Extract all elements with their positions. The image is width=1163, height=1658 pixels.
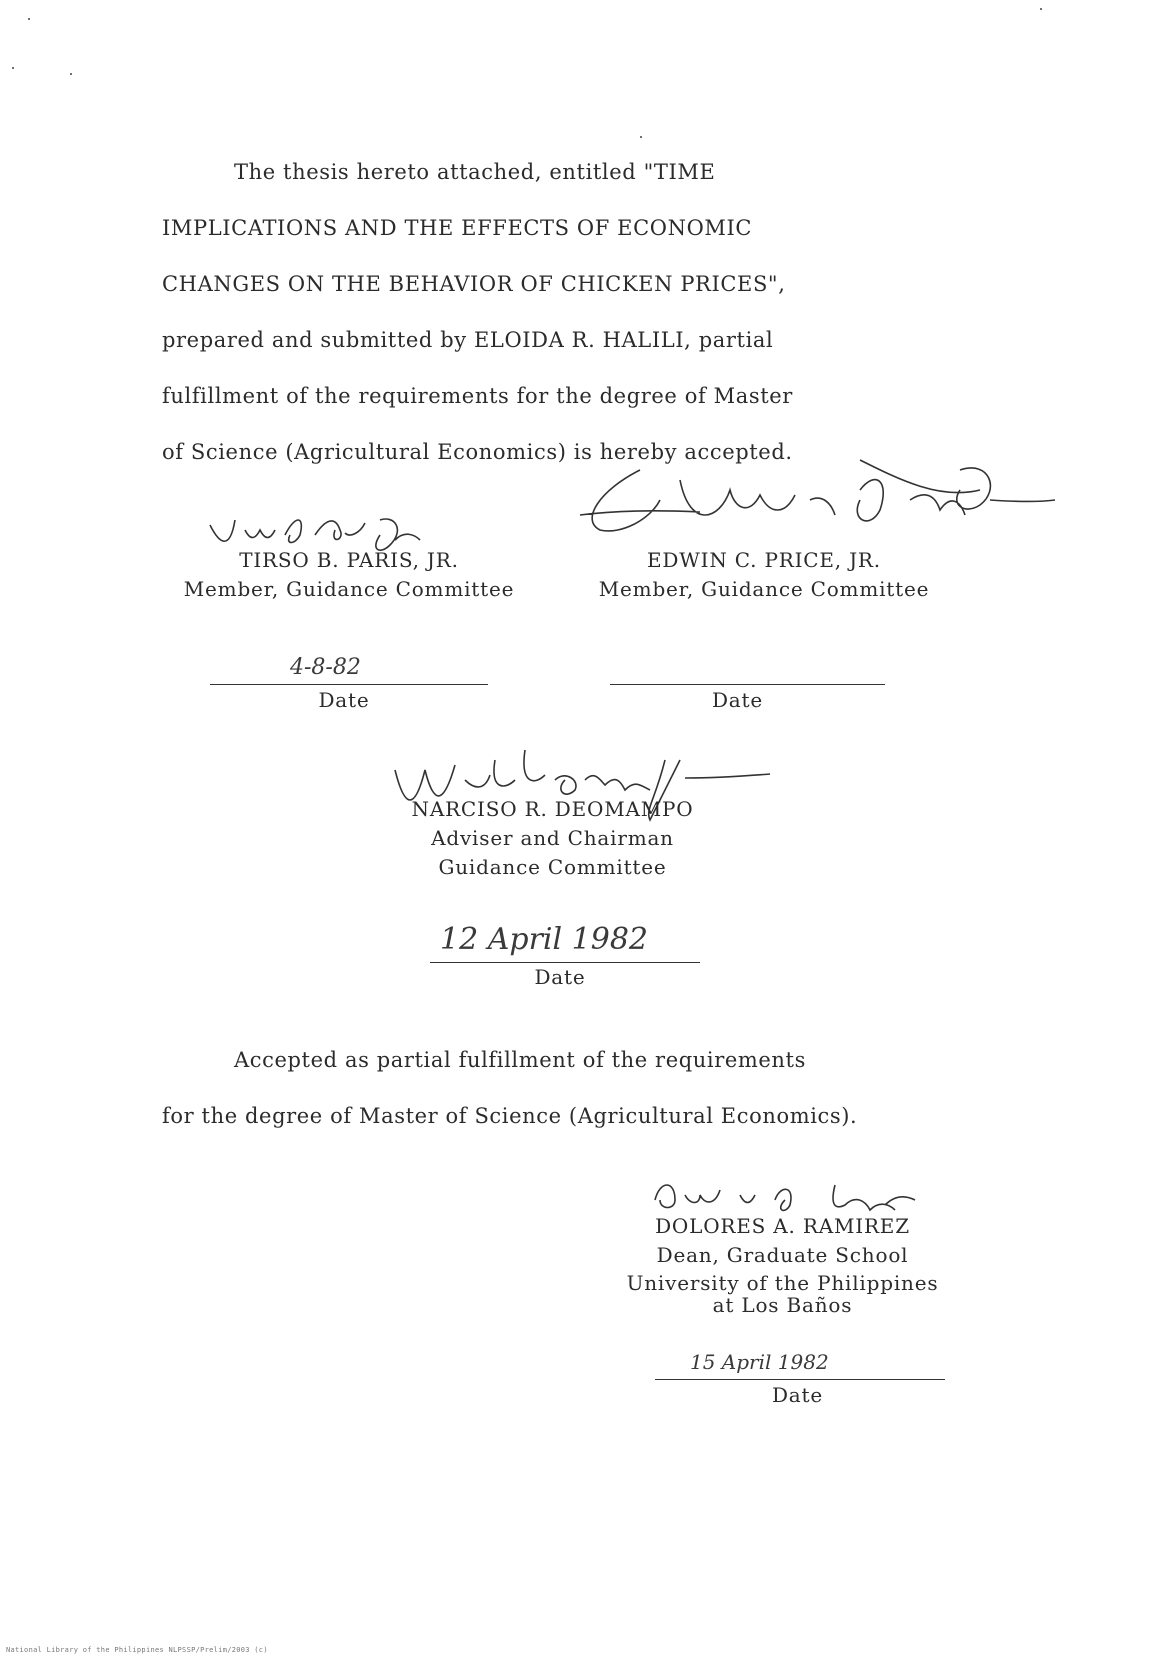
scan-footer: National Library of the Philippines NLPSSP/Prelim/2003 (c) (6, 1646, 268, 1654)
ramirez-block (600, 1212, 965, 1317)
paris-block (160, 546, 538, 604)
paris-name: TIRSO B. PARIS, JR. (239, 548, 459, 572)
ramirez-date-value: 15 April 1982 (690, 1350, 829, 1374)
scan-speck (70, 73, 72, 75)
paris-role: Member, Guidance Committee (183, 577, 515, 601)
paris-date-line (210, 684, 488, 685)
ramirez-role-3: at Los Baños (712, 1293, 853, 1317)
body-line-4: prepared and submitted by ELOIDA R. HALILI, partial (162, 328, 774, 352)
price-name: EDWIN C. PRICE, JR. (647, 548, 881, 572)
body-line-3: CHANGES ON THE BEHAVIOR OF CHICKEN PRICES", (162, 272, 786, 296)
price-role: Member, Guidance Committee (598, 577, 930, 601)
deomampo-name: NARCISO R. DEOMAMPO (411, 797, 694, 821)
body-line-1: The thesis hereto attached, entitled "TIME (234, 160, 716, 184)
ramirez-name: DOLORES A. RAMIREZ (655, 1214, 910, 1238)
scan-speck (1040, 8, 1042, 10)
paris-date-value: 4-8-82 (290, 655, 361, 680)
price-date-line (610, 684, 885, 685)
scan-speck (28, 18, 30, 20)
ramirez-role-2: University of the Philippines (626, 1271, 939, 1295)
paris-date-label: Date (318, 688, 370, 712)
deomampo-date-value: 12 April 1982 (440, 922, 648, 957)
deomampo-date-line (430, 962, 700, 963)
deomampo-role-2: Guidance Committee (438, 855, 667, 879)
body-line-2: IMPLICATIONS AND THE EFFECTS OF ECONOMIC (162, 216, 753, 240)
body-line-5: fulfillment of the requirements for the degree of Master (162, 384, 793, 408)
body-line-6: of Science (Agricultural Economics) is hereby accepted. (162, 440, 793, 464)
deomampo-role-1: Adviser and Chairman (431, 826, 674, 850)
scan-speck (12, 67, 14, 69)
scan-speck (640, 136, 642, 138)
price-date-label: Date (711, 688, 764, 712)
price-block (570, 546, 958, 604)
ramirez-role-1: Dean, Graduate School (656, 1243, 909, 1267)
ramirez-signature (650, 1170, 920, 1215)
deomampo-date-label: Date (534, 965, 586, 989)
acceptance-line-2: for the degree of Master of Science (Agricultural Economics). (162, 1104, 858, 1128)
deomampo-block (380, 795, 725, 882)
ramirez-date-label: Date (771, 1383, 824, 1407)
ramirez-date-line (655, 1379, 945, 1380)
acceptance-line-1: Accepted as partial fulfillment of the requirements (234, 1048, 806, 1072)
price-signature (560, 440, 1060, 560)
